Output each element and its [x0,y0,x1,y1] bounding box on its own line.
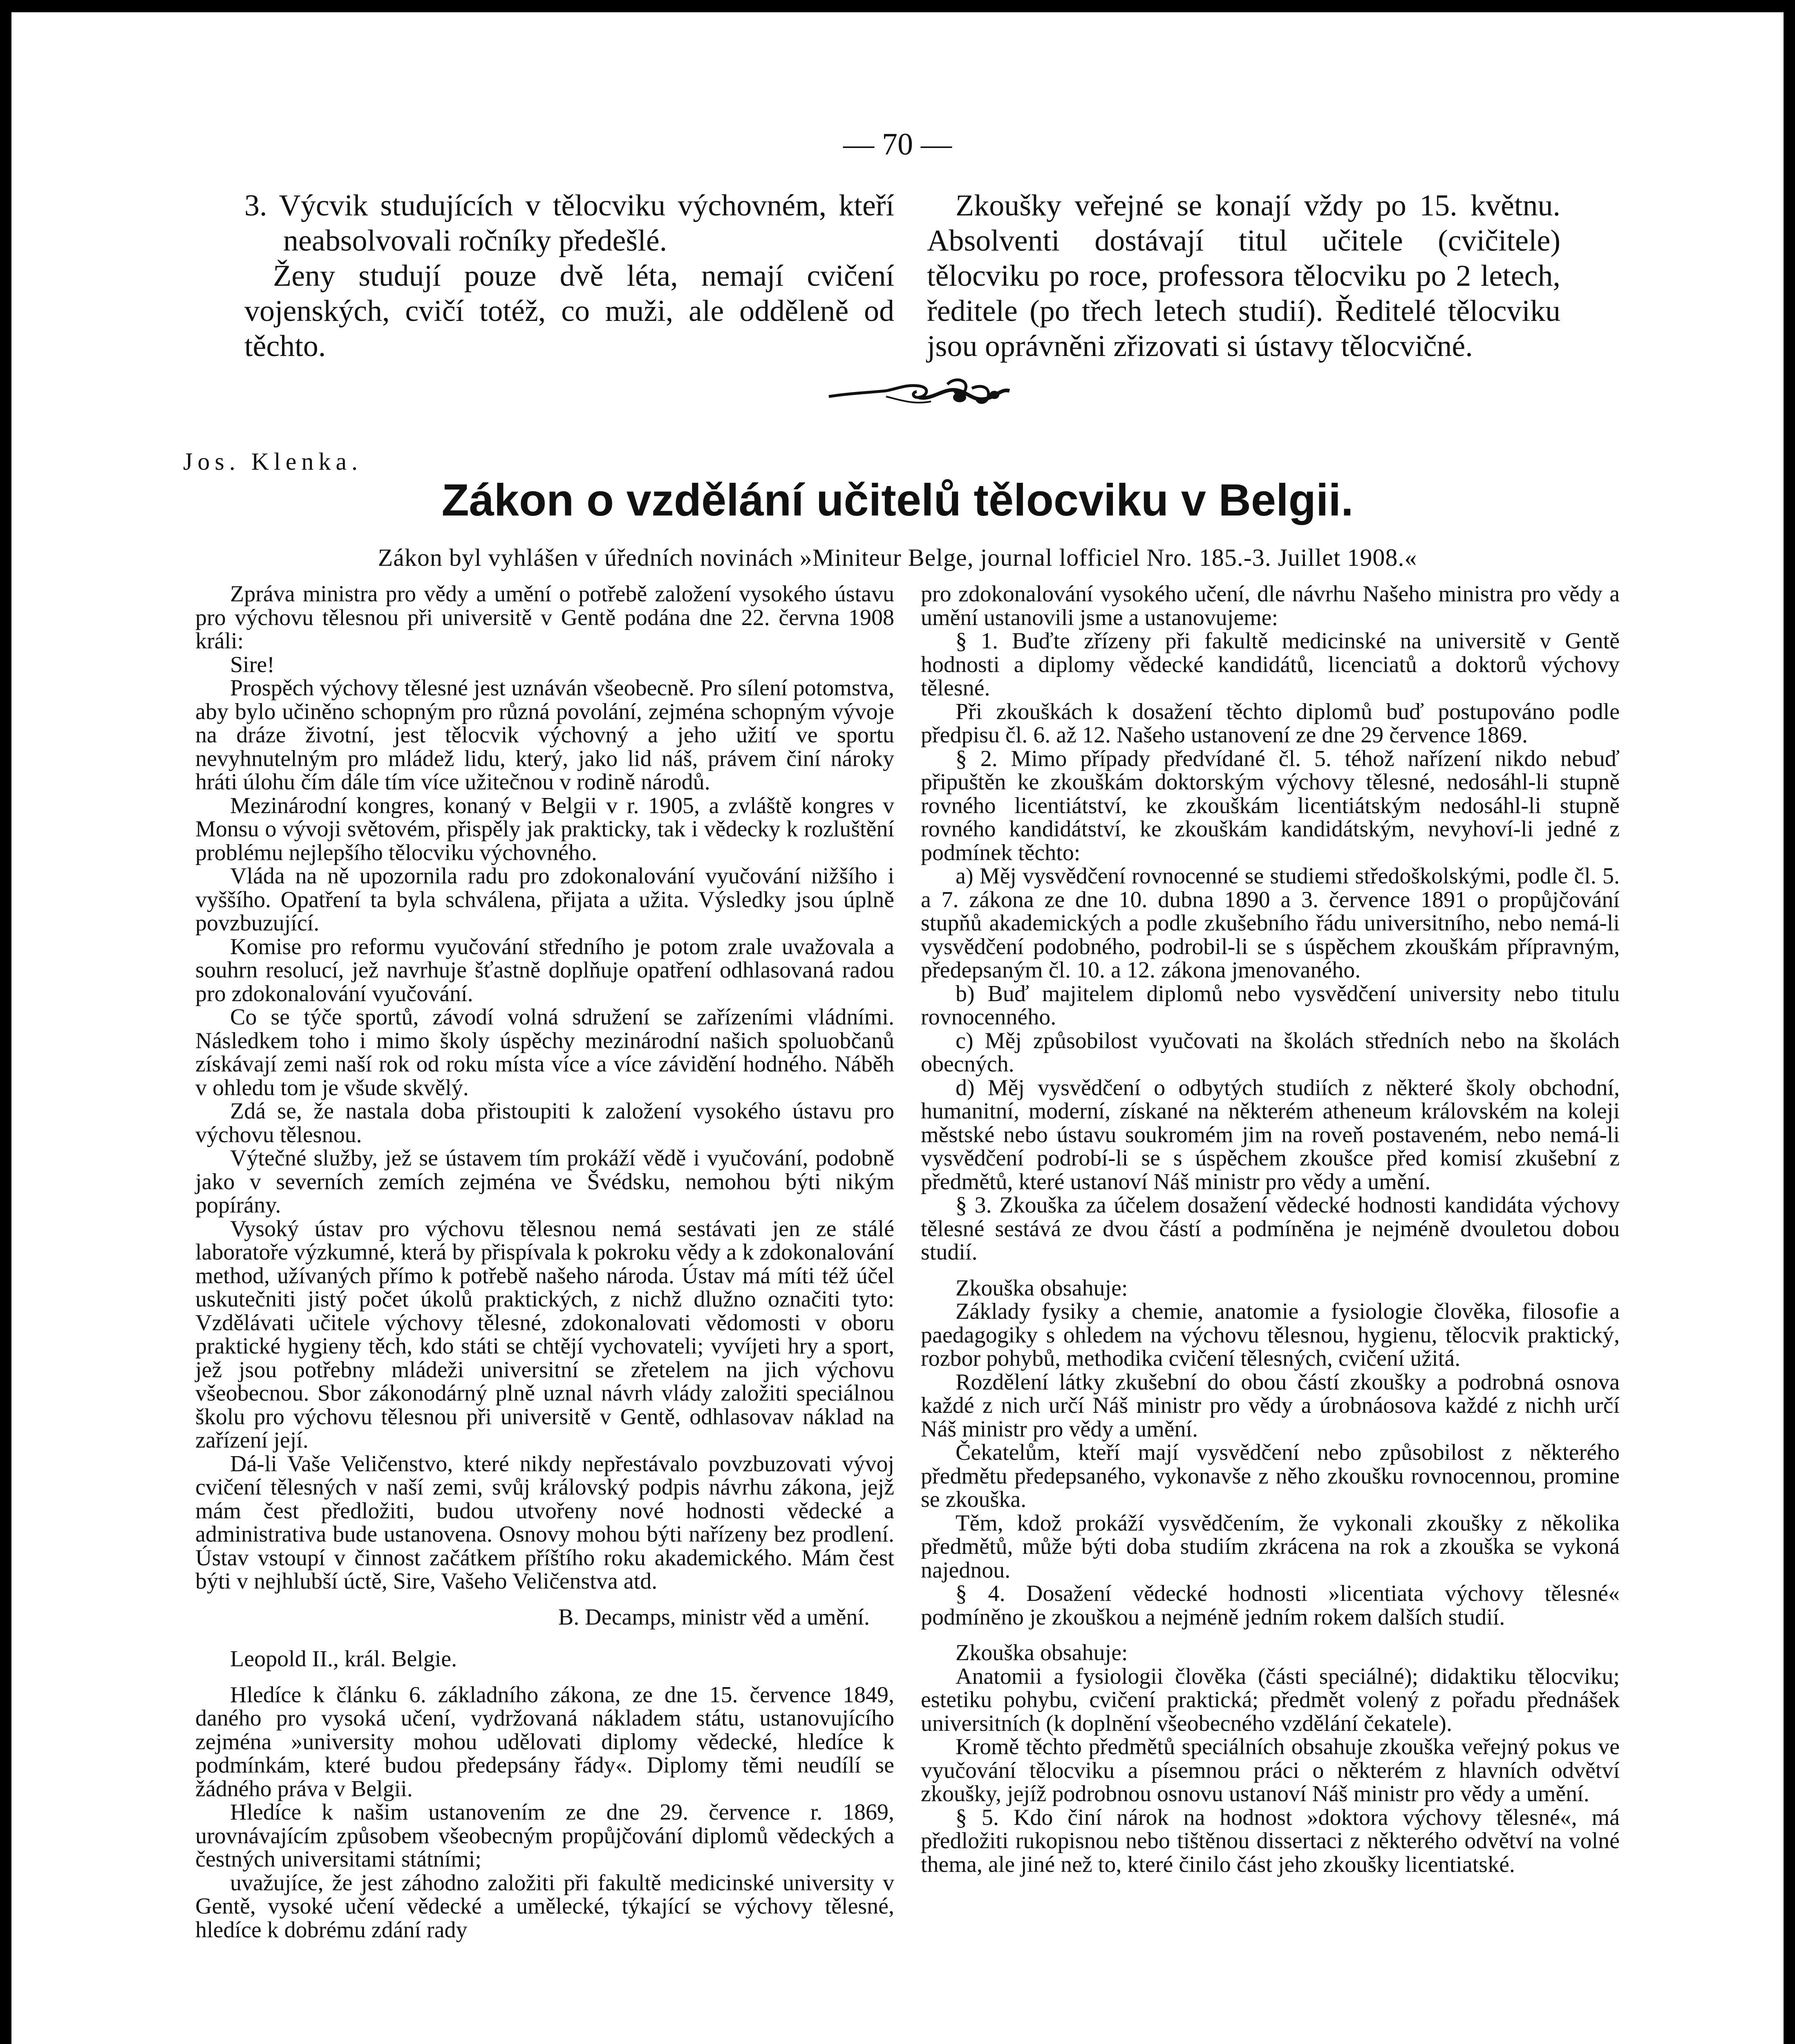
paragraph: Vláda na ně upozornila radu pro zdokonalování vyučování nižšího i vyššího. Opatření ta byla schválena, přijata a užita. Výsledky jsou úplně povzbuzující. [195,863,894,936]
top-left-paragraph: 3. Výcvik studujících v tělocviku výchovném, kteří neabsolvovali ročníky předešlé. [244,189,894,258]
subheading: Zkouška obsahuje: [956,1640,1128,1665]
article-left-column [195,583,894,1942]
page-sheet [11,12,1784,2044]
paragraph: Mezinárodní kongres, konaný v Belgii v r. 1905, a zvláště kongres v Monsu o vývoji světovém, přispěly jak prakticky, tak i vědecky k rozluštění problému nejlepšího tělocviku výchovného. [195,793,894,865]
paragraph: Vysoký ústav pro výchovu tělesnou nemá sestávati jen ze stálé laboratoře výzkumné, která by přispívala k pokroku vědy a k zdokonalování method, užívaných přímo k potřebě našeho národa. Ústav má míti též účel uskutečniti jistý počet úkolů praktických, z nichž dlužno označiti tyto: Vzdělávati učitele výchovy tělesné, zdokonalovati vědomosti v oboru praktické hygieny těch, kdo státi se chtějí vychovateli; vyvíjeti hry a sport, jež jsou potřebny mládeži universitní se zřetelem na jich výchovu všeobecnou. Sbor zákonodárný plně uznal návrh vlády založiti speciálnou školu pro výchovu tělesnou při universitě v Gentě, odhlasovav náklad na zařízení její. [195,1216,894,1453]
paragraph: Hledíce k článku 6. základního zákona, ze dne 15. července 1849, daného pro vysoká učení, vydržovaná nákladem státu, ustanovujícího zejména »university mohou udělovati diplomy vědecké, hledíce k podmínkám, které budou předepsány řády«. Diplomy těmi neudílí se žádného práva v Belgii. [195,1682,894,1802]
paragraph: Kromě těchto předmětů speciálních obsahuje zkouška veřejný pokus ve vyučování tělocviku a písemnou práci o některém z hlavních odvětví zkoušky, jejíž podrobnou osnovu ustanoví Náš ministr pro vědy a umění. [921,1734,1620,1806]
paragraph: d) Měj vysvědčení o odbytých studiích z některé školy obchodní, humanitní, moderní, získané na některém atheneum královském na koleji městské nebo ústavu soukromém jim na roveň postaveném, nebo nemá-li vysvědčení podrobí-li se s úspěchem zkoušce před komisí zkušební z předmětů, které ustanoví Náš ministr pro vědy a umění. [921,1075,1620,1195]
paragraph: Anatomii a fysiologii člověka (části speciálné); didaktiku tělocviku; estetiku pohybu, cvičení praktická; předmět volený z pořadu přednášek universitních (k doplnění všeobecného vzdělání čekatele). [921,1663,1620,1736]
paragraph: Základy fysiky a chemie, anatomie a fysiologie člověka, filosofie a paedagogiky s ohledem na výchovu tělesnou, hygienu, tělocvik praktický, rozbor pohybů, methodika cvičení tělesných, cvičení užitá. [921,1299,1620,1371]
article-title: Zákon o vzdělání učitelů tělocviku v Belgii. [441,475,1354,525]
paragraph: Dá-li Vaše Veličenstvo, které nikdy nepřestávalo povzbuzovati vývoj cvičení tělesných v naší zemi, svůj královský podpis návrhu zákona, jejž mám čest předložiti, budou utvořeny nové hodnosti vědecké a administrativa bude ustanovena. Osnovy mohou býti nařízeny bez prodlení. Ústav vstoupí v činnost začátkem příštího roku akademického. Mám čest býti v nejhlubší úctě, Sire, Vašeho Veličenstva atd. [195,1451,894,1594]
decree-heading: Leopold II., král. Belgie. [230,1646,457,1672]
paragraph: Čekatelům, kteří mají vysvědčení nebo způsobilost z některého předmětu předepsaného, vykonavše z něho zkoušku rovnocennou, promine se zkouška. [921,1440,1620,1512]
paragraph: § 4. Dosažení vědecké hodnosti »licentiata výchovy tělesné« podmíněno je zkouškou a nejméně jedním rokem dalších studií. [921,1581,1620,1630]
paragraph: Zdá se, že nastala doba přistoupiti k založení vysokého ústavu pro výchovu tělesnou. [195,1098,894,1148]
paragraph: Při zkouškách k dosažení těchto diplomů buď postupováno podle předpisu čl. 6. až 12. Našeho ustanovení ze dne 29 července 1869. [921,699,1620,748]
salutation: Sire! [230,652,275,677]
top-left-column [244,188,894,364]
article-right-column [921,583,1620,1876]
paragraph: Prospěch výchovy tělesné jest uznáván všeobecně. Pro sílení potomstva, aby bylo učiněno schopným pro různá povolání, zejména schopným vývoje na dráze životní, jest tělocvik výchovný a jeho užití ve sportu nevyhnutelným pro mládež lidu, který, jako lid náš, právem činí nároky hráti úlohu čím dále tím více užitečnou v rodině národů. [195,675,894,795]
paragraph: § 3. Zkouška za účelem dosažení vědecké hodnosti kandidáta výchovy tělesné sestává ze dvou částí a podmíněna je nejméně dvouletou dobou studií. [921,1192,1620,1265]
paragraph: a) Měj vysvědčení rovnocenné se studiemi středoškolskými, podle čl. 5. a 7. zákona ze dne 10. dubna 1890 a 3. července 1891 o propůjčování stupňů akademických a podle zkušebního řádu universitního, nebo nemá-li vysvědčení podobného, podrobil-li se s úspěchem zkouškám přípravným, předepsaným čl. 10. a 12. zákona jmenovaného. [921,863,1620,983]
paragraph: Těm, kdož prokáží vysvědčením, že vykonali zkoušky z několika předmětů, může býti doba studiím zkrácena na rok a zkouška se vykoná najednou. [921,1510,1620,1583]
article-author: Jos. Klenka. [183,448,363,475]
paragraph: § 2. Mimo případy předvídané čl. 5. téhož nařízení nikdo nebuď připuštěn ke zkouškám doktorským výchovy tělesné, nedosáhl-li stupně rovného licentiátství, ke zkouškám licentiátským nedosáhl-li stupně rovného kandidátství, ke zkouškám kandidátským, nevyhoví-li jedné z podmínek těchto: [921,746,1620,865]
top-left-paragraph: Ženy studují pouze dvě léta, nemají cvičení vojenských, cvičí totéž, co muži, ale odděleně od těchto. [244,259,894,363]
paragraph: Rozdělení látky zkušební do obou částí zkoušky a podrobná osnova každé z nich určí Náš ministr pro vědy a úrobnáosova každé z nichh určí Náš ministr pro vědy a umění. [921,1369,1620,1442]
paragraph: uvažujíce, že jest záhodno založiti při fakultě medicinské university v Gentě, vysoké učení vědecké a umělecké, týkající se výchovy tělesné, hledíce k dobrému zdání rady [195,1870,894,1943]
signature: B. Decamps, ministr věd a umění. [558,1604,870,1630]
paragraph: Komise pro reformu vyučování středního je potom zrale uvažovala a souhrn resolucí, jež navrhuje šťastně doplňuje opatření odhlasovaná radou pro zdokonalování vyučování. [195,934,894,1006]
paragraph: b) Buď majitelem diplomů nebo vysvědčení university nebo titulu rovnocenného. [921,981,1620,1030]
paragraph: Hledíce k našim ustanovením ze dne 29. července r. 1869, urovnávajícím způsobem všeobecným propůjčování diplomů vědeckých a čestných universitami státními; [195,1800,894,1872]
paragraph: Zpráva ministra pro vědy a umění o potřebě založení vysokého ústavu pro výchovu tělesnou při universitě v Gentě podána dne 22. června 1908 králi: [195,581,894,654]
paragraph: pro zdokonalování vysokého učení, dle návrhu Našeho ministra pro vědy a umění ustanovili jsme a ustanovujeme: [921,581,1620,630]
paragraph: Výtečné služby, jež se ústavem tím prokáží vědě i vyučování, podobně jako v severních zemích zejména ve Švédsku, nemohou býti nikým popírány. [195,1145,894,1218]
paragraph: c) Měj způsobilost vyučovati na školách středních nebo na školách obecných. [921,1028,1620,1077]
subheading: Zkouška obsahuje: [956,1275,1128,1301]
page-number: — 70 — [843,127,952,161]
decorative-ornament-icon [825,372,1013,417]
article-subtitle: Zákon byl vyhlášen v úředních novinách »Miniteur Belge, journal lofficiel Nro. 185.-3. Juillet 1908.« [378,544,1417,571]
top-right-paragraph: Zkoušky veřejné se konají vždy po 15. květnu. Absolventi dostávají titul učitele (cvičitele) tělocviku po roce, professora tělocviku po 2 letech, ředitele (po třech letech studií). Ředitelé tělocviku jsou oprávněni zřizovati si ústavy tělocvičné. [927,189,1560,363]
paragraph: § 5. Kdo činí nárok na hodnost »doktora výchovy tělesné«, má předložiti rukopisnou nebo tištěnou dissertaci z některého odvětví na volné thema, ale jiné než to, které činilo část jeho zkoušky licentiatské. [921,1804,1620,1877]
top-right-column [927,188,1560,364]
paragraph: § 1. Buďte zřízeny při fakultě medicinské na universitě v Gentě hodnosti a diplomy vědecké kandidátů, licenciatů a doktorů výchovy tělesné. [921,628,1620,701]
paragraph: Co se týče sportů, závodí volná sdružení se zařízeními vládními. Následkem toho i mimo školy úspěchy mezinárodní našich spoluobčanů získávají zemi naší rok od roku místa více a více závidění hodného. Náběh v ohledu tom je všude skvělý. [195,1004,894,1100]
